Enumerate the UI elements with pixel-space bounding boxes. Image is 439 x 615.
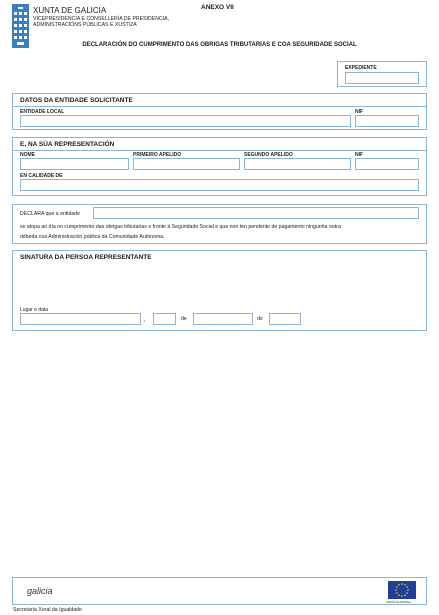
- representative-heading: E, NA SÚA REPRESENTACIÓN: [20, 141, 115, 148]
- name-label: NOME: [20, 152, 35, 158]
- document-title: DECLARACIÓN DO CUMPRIMENTO DAS OBRIGAS TRIBUTARIAS E COA SEGURIDADE SOCIAL: [82, 42, 357, 48]
- capacity-label: EN CALIDADE DE: [20, 173, 63, 179]
- name-field[interactable]: [20, 158, 129, 170]
- de-label-1: de: [181, 316, 187, 322]
- footer-box: [12, 577, 427, 605]
- signature-heading: SINATURA DA PERSOA REPRESENTANTE: [20, 254, 152, 261]
- comma-separator: ,: [144, 317, 146, 323]
- second-surname-field[interactable]: [244, 158, 351, 170]
- eu-caption: UNIÓN EUROPEA: [386, 600, 412, 604]
- department-line-1: VICEPRESIDENCIA E CONSELLERÍA DE PRESIDENCIA,: [33, 16, 170, 22]
- declaration-intro: DECLARA que a entidade: [20, 211, 80, 217]
- place-field[interactable]: [20, 313, 141, 325]
- entity-nif-label: NIF: [355, 109, 364, 115]
- entity-section: [12, 93, 427, 130]
- representative-nif-field[interactable]: [355, 158, 419, 170]
- declaration-line-2: se atopa ao día no cumprimento das obrigas tributarias e fronte á Seguridade Social e que non ten pendente de pagamento ningunha outra: [20, 224, 341, 230]
- entity-local-field[interactable]: [20, 115, 351, 127]
- day-field[interactable]: [153, 313, 176, 325]
- secretariat-label: Secretaría Xeral da Igualdade: [13, 607, 82, 613]
- entity-name-field[interactable]: [93, 207, 419, 219]
- expediente-field[interactable]: [345, 72, 419, 84]
- galicia-logo: galicia: [27, 586, 53, 596]
- signature-section: [12, 250, 427, 331]
- entity-local-label: ENTIDADE LOCAL: [20, 109, 65, 115]
- month-field[interactable]: [193, 313, 253, 325]
- declaration-section: [12, 204, 427, 244]
- department-line-2: ADMINISTRACIÓNS PÚBLICAS E XUSTIZA: [33, 22, 137, 28]
- first-surname-label: PRIMEIRO APELIDO: [133, 152, 182, 158]
- entity-nif-field[interactable]: [355, 115, 419, 127]
- annex-label: ANEXO VII: [201, 4, 234, 11]
- expediente-box: [337, 61, 427, 87]
- entity-heading: DATOS DA ENTIDADE SOLICITANTE: [20, 97, 133, 104]
- institution-name: XUNTA DE GALICIA: [33, 6, 107, 15]
- first-surname-field[interactable]: [133, 158, 240, 170]
- second-surname-label: SEGUNDO APELIDO: [244, 152, 293, 158]
- eu-flag-icon: [388, 581, 416, 599]
- de-label-2: de: [257, 316, 263, 322]
- place-date-label: Lugar e data: [20, 307, 49, 313]
- expediente-label: EXPEDIENTE: [345, 65, 377, 71]
- representative-heading-rule: [13, 150, 426, 151]
- representative-section: [12, 137, 427, 196]
- representative-nif-label: NIF: [355, 152, 364, 158]
- entity-heading-rule: [13, 106, 426, 107]
- declaration-line-3: débeda coa Administración pública da Comunidade Autónoma.: [20, 234, 165, 240]
- year-field[interactable]: [269, 313, 301, 325]
- capacity-field[interactable]: [20, 179, 419, 191]
